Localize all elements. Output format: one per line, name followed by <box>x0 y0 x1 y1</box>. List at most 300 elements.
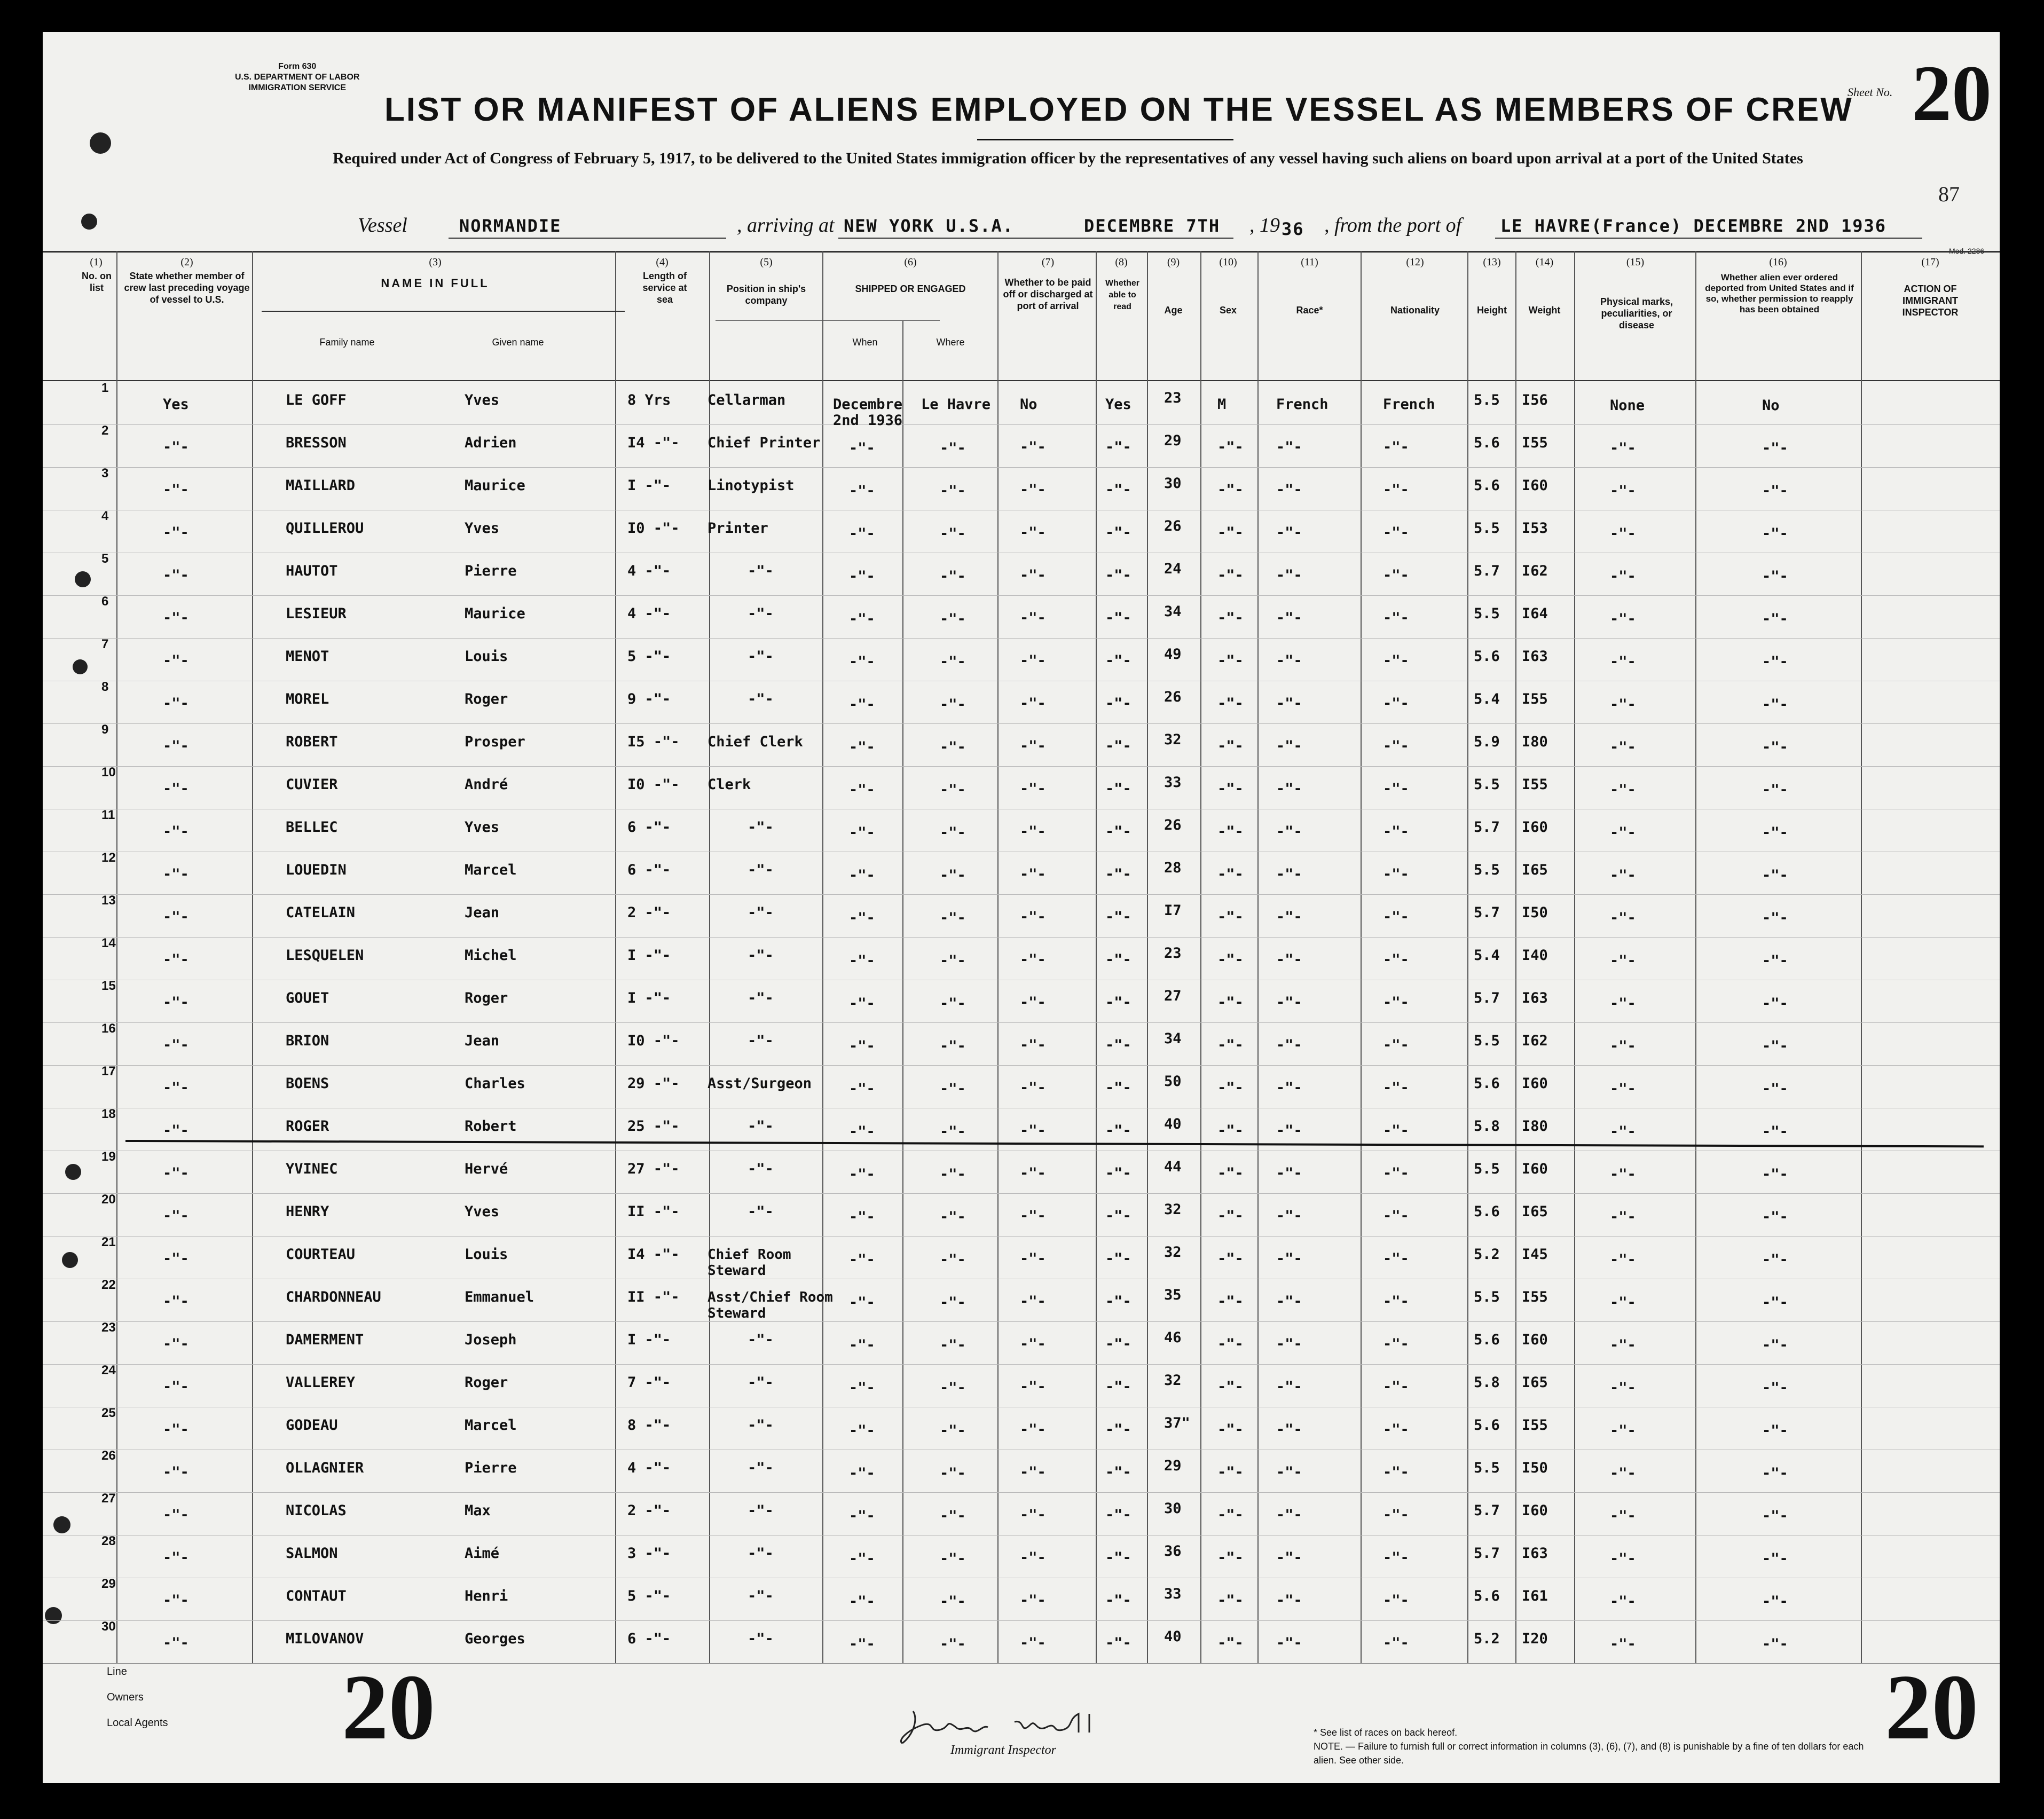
nationality-cell: -"- <box>1383 652 1409 669</box>
family-name-cell: CUVIER <box>286 776 338 793</box>
paid-off-cell: -"- <box>1020 951 1046 968</box>
service-length-cell: 29 -"- <box>627 1075 680 1092</box>
shipped-when-cell: -"- <box>849 1294 875 1311</box>
position-cell: -"- <box>748 1545 774 1562</box>
age-cell: 40 <box>1164 1628 1182 1645</box>
arrival-port: NEW YORK U.S.A. <box>844 216 1014 236</box>
service-length-cell: 8 Yrs <box>627 392 671 408</box>
physical-marks-cell: -"- <box>1610 782 1636 798</box>
height-cell: 5.6 <box>1474 1417 1500 1434</box>
physical-marks-cell: -"- <box>1610 1465 1636 1482</box>
deported-cell: -"- <box>1762 440 1788 456</box>
race-cell: -"- <box>1276 1421 1302 1438</box>
height-cell: 5.6 <box>1474 477 1500 494</box>
nationality-cell: -"- <box>1383 1464 1409 1481</box>
deported-cell: -"- <box>1762 611 1788 627</box>
prior-voyage-cell: -"- <box>163 567 189 584</box>
paid-off-cell: -"- <box>1020 1122 1046 1139</box>
service-length-cell: 4 -"- <box>627 1460 671 1476</box>
prior-voyage-cell: Yes <box>163 396 189 413</box>
weight-cell: I40 <box>1522 947 1548 964</box>
shipped-when-cell: -"- <box>849 867 875 884</box>
row-rule <box>43 424 2000 425</box>
given-name-cell: Yves <box>465 1203 500 1220</box>
shipped-when-cell: -"- <box>849 995 875 1012</box>
line-number: 22 <box>101 1278 116 1292</box>
age-cell: 27 <box>1164 988 1182 1004</box>
sex-cell: -"- <box>1217 1592 1244 1609</box>
shipped-when-cell: -"- <box>849 910 875 926</box>
shipped-when-cell: -"- <box>849 1636 875 1652</box>
row-rule <box>43 1022 2000 1023</box>
age-cell: 29 <box>1164 1458 1182 1474</box>
weight-cell: I55 <box>1522 1289 1548 1305</box>
weight-cell: I60 <box>1522 1161 1548 1177</box>
deported-cell: -"- <box>1762 1593 1788 1610</box>
weight-cell: I45 <box>1522 1246 1548 1263</box>
col12-header: Nationality <box>1390 305 1440 316</box>
paid-off-cell: -"- <box>1020 610 1046 626</box>
able-to-read-cell: -"- <box>1105 1379 1131 1395</box>
height-cell: 5.6 <box>1474 1203 1500 1220</box>
weight-cell: I65 <box>1522 1203 1548 1220</box>
family-name-cell: MILOVANOV <box>286 1631 364 1647</box>
col-divider <box>1147 251 1148 1663</box>
shipped-where-cell: -"- <box>940 910 966 926</box>
col4-header: Length of service at sea <box>642 271 687 305</box>
col-divider <box>1467 251 1468 1663</box>
prior-voyage-cell: -"- <box>163 1336 189 1352</box>
prior-voyage-cell: -"- <box>163 1037 189 1053</box>
age-cell: 36 <box>1164 1543 1182 1560</box>
col13-num: (13) <box>1483 256 1501 268</box>
given-name-cell: André <box>465 776 508 793</box>
family-name-cell: CHARDONNEAU <box>286 1289 381 1305</box>
row-rule <box>43 1193 2000 1194</box>
sex-cell: -"- <box>1217 781 1244 797</box>
shipped-where-cell: -"- <box>940 611 966 627</box>
service-length-cell: 25 -"- <box>627 1118 680 1135</box>
shipped-where-cell: -"- <box>940 1081 966 1097</box>
sex-cell: -"- <box>1217 951 1244 968</box>
given-name-cell: Yves <box>465 819 500 836</box>
able-to-read-cell: -"- <box>1105 909 1131 925</box>
position-cell: -"- <box>748 1460 774 1476</box>
row-rule <box>43 723 2000 724</box>
race-cell: -"- <box>1276 1336 1302 1352</box>
race-cell: -"- <box>1276 1464 1302 1481</box>
race-cell: -"- <box>1276 524 1302 541</box>
weight-cell: I65 <box>1522 1374 1548 1391</box>
physical-marks-cell: -"- <box>1610 483 1636 499</box>
service: IMMIGRATION SERVICE <box>248 83 346 92</box>
able-to-read-cell: -"- <box>1105 951 1131 968</box>
nationality-cell: -"- <box>1383 695 1409 712</box>
shipped-when-cell: -"- <box>849 1508 875 1524</box>
physical-marks-cell: -"- <box>1610 611 1636 627</box>
deported-cell: -"- <box>1762 1550 1788 1567</box>
sex-cell: -"- <box>1217 1208 1244 1224</box>
deported-cell: -"- <box>1762 1294 1788 1311</box>
col10-header: Sex <box>1219 305 1237 316</box>
given-name-cell: Pierre <box>465 563 517 579</box>
race-cell: -"- <box>1276 1122 1302 1139</box>
position-cell: -"- <box>748 605 774 622</box>
line-label: Line <box>107 1666 127 1678</box>
family-name-cell: LE GOFF <box>286 392 347 408</box>
sex-cell: -"- <box>1217 909 1244 925</box>
col2-header: State whether member of crew last preceding voyage of vessel to U.S. <box>124 271 250 305</box>
age-cell: 34 <box>1164 603 1182 620</box>
row-rule <box>43 1065 2000 1066</box>
family-name-cell: CATELAIN <box>286 904 356 921</box>
line-number: 15 <box>101 979 116 993</box>
able-to-read-cell: -"- <box>1105 866 1131 883</box>
sex-cell: -"- <box>1217 1165 1244 1182</box>
able-to-read-cell: -"- <box>1105 994 1131 1011</box>
sex-cell: -"- <box>1217 652 1244 669</box>
sex-cell: -"- <box>1217 1293 1244 1310</box>
line-number: 26 <box>101 1448 116 1463</box>
race-cell: -"- <box>1276 1507 1302 1523</box>
shipped-when-cell: -"- <box>849 525 875 542</box>
prior-voyage-cell: -"- <box>163 1208 189 1224</box>
family-name-cell: ROBERT <box>286 734 338 750</box>
col2-num: (2) <box>180 256 193 268</box>
nationality-cell: -"- <box>1383 1250 1409 1267</box>
row-rule <box>43 1492 2000 1493</box>
position-cell: -"- <box>748 904 774 921</box>
age-cell: 35 <box>1164 1287 1182 1303</box>
col-divider <box>1515 251 1516 1663</box>
name-sub-rule <box>262 311 625 312</box>
race-cell: -"- <box>1276 1549 1302 1566</box>
line-number: 20 <box>101 1192 116 1207</box>
nationality-cell: -"- <box>1383 951 1409 968</box>
position-cell: -"- <box>748 1161 774 1177</box>
nationality-cell: -"- <box>1383 1165 1409 1182</box>
shipped-where-cell: -"- <box>940 952 966 969</box>
page-number: 87 <box>1938 182 1960 206</box>
able-to-read-cell: -"- <box>1105 781 1131 797</box>
prior-voyage-cell: -"- <box>163 1293 189 1310</box>
position-cell: Printer <box>707 520 768 537</box>
col15-header: Physical marks, peculiarities, or disease <box>1600 296 1673 330</box>
row-rule <box>43 1663 2000 1664</box>
sex-cell: -"- <box>1217 1635 1244 1651</box>
agents-label: Local Agents <box>107 1717 168 1729</box>
shipped-when-cell: Decembre 2nd 1936 <box>833 396 903 429</box>
able-to-read-cell: -"- <box>1105 1336 1131 1352</box>
vessel-name: NORMANDIE <box>459 216 562 236</box>
able-to-read-cell: Yes <box>1105 396 1131 413</box>
line-number: 1 <box>101 381 109 395</box>
family-name-cell: HENRY <box>286 1203 329 1220</box>
height-cell: 5.5 <box>1474 520 1500 537</box>
shipped-when-cell: -"- <box>849 653 875 670</box>
shipped-where-cell: -"- <box>940 1209 966 1225</box>
given-name-cell: Maurice <box>465 605 525 622</box>
weight-cell: I56 <box>1522 392 1548 408</box>
position-cell: Clerk <box>707 776 751 793</box>
position-cell: -"- <box>748 1588 774 1604</box>
row-rule <box>43 1321 2000 1322</box>
underline <box>449 238 726 239</box>
col16-num: (16) <box>1769 256 1787 268</box>
footer-sheet-number-left: 20 <box>342 1655 435 1759</box>
underline <box>1495 238 1922 239</box>
race-cell: -"- <box>1276 1037 1302 1053</box>
weight-cell: I80 <box>1522 734 1548 750</box>
form-number: Form 630 <box>278 62 317 71</box>
line-number: 28 <box>101 1534 116 1548</box>
height-cell: 5.5 <box>1474 1289 1500 1305</box>
col7-header: Whether to be paid off or discharged at port of arrival <box>1003 277 1093 311</box>
col3-num: (3) <box>429 256 442 268</box>
position-cell: -"- <box>748 819 774 836</box>
family-name-cell: MENOT <box>286 648 329 665</box>
family-name-cell: OLLAGNIER <box>286 1460 364 1476</box>
position-cell: -"- <box>748 563 774 579</box>
line-number: 27 <box>101 1491 116 1506</box>
weight-cell: I55 <box>1522 776 1548 793</box>
nationality-cell: -"- <box>1383 866 1409 883</box>
weight-cell: I65 <box>1522 862 1548 878</box>
shipped-where-cell: -"- <box>940 696 966 713</box>
nationality-cell: -"- <box>1383 567 1409 584</box>
nationality-cell: -"- <box>1383 1293 1409 1310</box>
height-cell: 5.7 <box>1474 904 1500 921</box>
family-name-cell: MAILLARD <box>286 477 356 494</box>
height-cell: 5.7 <box>1474 819 1500 836</box>
able-to-read-cell: -"- <box>1105 1507 1131 1523</box>
race-cell: -"- <box>1276 1592 1302 1609</box>
paid-off-cell: -"- <box>1020 1421 1046 1438</box>
race-cell: -"- <box>1276 909 1302 925</box>
prior-voyage-cell: -"- <box>163 1080 189 1096</box>
given-name-cell: Roger <box>465 1374 508 1391</box>
row-rule <box>43 937 2000 938</box>
service-length-cell: I -"- <box>627 477 671 494</box>
penalty-note: NOTE. — Failure to furnish full or correct information in columns (3), (6), (7), and (8) is punishable by a fine of ten dollars for each alien. See other side. <box>1314 1741 1864 1766</box>
race-cell: -"- <box>1276 1379 1302 1395</box>
paid-off-cell: -"- <box>1020 1250 1046 1267</box>
prior-voyage-cell: -"- <box>163 1592 189 1609</box>
given-name-cell: Maurice <box>465 477 525 494</box>
service-length-cell: I -"- <box>627 947 671 964</box>
race-note: * See list of races on back hereof. <box>1314 1727 1458 1738</box>
shipped-where-cell: -"- <box>940 995 966 1012</box>
deported-cell: -"- <box>1762 824 1788 841</box>
paid-off-cell: -"- <box>1020 695 1046 712</box>
family-name-cell: HAUTOT <box>286 563 338 579</box>
nationality-cell: -"- <box>1383 1122 1409 1139</box>
deported-cell: -"- <box>1762 782 1788 798</box>
family-name-cell: LOUEDIN <box>286 862 347 878</box>
shipped-where-cell: -"- <box>940 483 966 499</box>
service-length-cell: 4 -"- <box>627 605 671 622</box>
weight-cell: I60 <box>1522 819 1548 836</box>
col3-header: NAME IN FULL <box>381 277 490 290</box>
nationality-cell: -"- <box>1383 439 1409 455</box>
sex-cell: -"- <box>1217 1250 1244 1267</box>
position-cell: -"- <box>748 691 774 707</box>
shipped-where-cell: -"- <box>940 525 966 542</box>
sex-cell: -"- <box>1217 994 1244 1011</box>
sex-cell: -"- <box>1217 695 1244 712</box>
prior-voyage-cell: -"- <box>163 1635 189 1651</box>
given-name-cell: Michel <box>465 947 517 964</box>
arriving-label: , arriving at <box>737 214 835 237</box>
col8-header: Whether able to read <box>1105 279 1139 311</box>
position-cell: -"- <box>748 1332 774 1348</box>
shipped-where-cell: -"- <box>940 568 966 585</box>
race-cell: -"- <box>1276 1208 1302 1224</box>
service-length-cell: 5 -"- <box>627 1588 671 1604</box>
col8-num: (8) <box>1115 256 1128 268</box>
document-title: LIST OR MANIFEST OF ALIENS EMPLOYED ON THE VESSEL AS MEMBERS OF CREW <box>384 91 1853 128</box>
physical-marks-cell: -"- <box>1610 1166 1636 1183</box>
nationality-cell: -"- <box>1383 1635 1409 1651</box>
line-number: 19 <box>101 1149 116 1164</box>
height-cell: 5.6 <box>1474 1075 1500 1092</box>
deported-cell: -"- <box>1762 696 1788 713</box>
owners-label: Owners <box>107 1691 144 1703</box>
able-to-read-cell: -"- <box>1105 1464 1131 1481</box>
when-header: When <box>852 337 878 348</box>
deported-cell: -"- <box>1762 1038 1788 1054</box>
shipped-when-cell: -"- <box>849 1380 875 1396</box>
physical-marks-cell: -"- <box>1610 525 1636 542</box>
able-to-read-cell: -"- <box>1105 695 1131 712</box>
race-cell: -"- <box>1276 610 1302 626</box>
deported-cell: -"- <box>1762 739 1788 755</box>
physical-marks-cell: -"- <box>1610 824 1636 841</box>
col5-header: Position in ship's company <box>726 284 806 306</box>
title-rule <box>977 139 1233 140</box>
paid-off-cell: -"- <box>1020 1635 1046 1651</box>
physical-marks-cell: -"- <box>1610 910 1636 926</box>
manifest-sheet <box>43 32 2000 1783</box>
physical-marks-cell: -"- <box>1610 1550 1636 1567</box>
position-cell: Asst/Chief Room Steward <box>707 1289 833 1321</box>
col1-header: No. on list <box>82 271 112 293</box>
service-length-cell: 8 -"- <box>627 1417 671 1434</box>
paid-off-cell: -"- <box>1020 1507 1046 1523</box>
col-divider <box>997 251 999 1663</box>
age-cell: 50 <box>1164 1073 1182 1090</box>
col10-num: (10) <box>1219 256 1237 268</box>
given-name-cell: Yves <box>465 392 500 408</box>
col17-num: (17) <box>1921 256 1939 268</box>
age-cell: 28 <box>1164 860 1182 876</box>
shipped-when-cell: -"- <box>849 824 875 841</box>
sex-cell: -"- <box>1217 524 1244 541</box>
nationality-cell: French <box>1383 396 1435 413</box>
row-rule <box>43 595 2000 596</box>
paid-off-cell: -"- <box>1020 781 1046 797</box>
sex-cell: -"- <box>1217 1464 1244 1481</box>
paid-off-cell: -"- <box>1020 439 1046 455</box>
given-name-cell: Roger <box>465 691 508 707</box>
height-cell: 5.5 <box>1474 862 1500 878</box>
race-cell: -"- <box>1276 695 1302 712</box>
service-length-cell: I -"- <box>627 1332 671 1348</box>
shipped-when-cell: -"- <box>849 1209 875 1225</box>
given-name-cell: Pierre <box>465 1460 517 1476</box>
line-number: 21 <box>101 1235 116 1249</box>
sex-cell: -"- <box>1217 1421 1244 1438</box>
given-name-cell: Hervé <box>465 1161 508 1177</box>
race-cell: -"- <box>1276 994 1302 1011</box>
weight-cell: I60 <box>1522 477 1548 494</box>
age-cell: 37" <box>1164 1415 1190 1431</box>
line-number: 5 <box>101 552 109 566</box>
race-cell: -"- <box>1276 439 1302 455</box>
family-name-cell: YVINEC <box>286 1161 338 1177</box>
given-name-cell: Georges <box>465 1631 525 1647</box>
given-name-cell: Marcel <box>465 1417 517 1434</box>
weight-cell: I60 <box>1522 1502 1548 1519</box>
prior-voyage-cell: -"- <box>163 1165 189 1182</box>
weight-cell: I50 <box>1522 1460 1548 1476</box>
age-cell: 32 <box>1164 1201 1182 1218</box>
line-number: 9 <box>101 722 109 737</box>
able-to-read-cell: -"- <box>1105 1592 1131 1609</box>
physical-marks-cell: -"- <box>1610 1337 1636 1353</box>
deported-cell: No <box>1762 397 1780 414</box>
paid-off-cell: -"- <box>1020 1592 1046 1609</box>
family-name-cell: ROGER <box>286 1118 329 1135</box>
height-cell: 5.9 <box>1474 734 1500 750</box>
line-number: 25 <box>101 1406 116 1420</box>
col15-num: (15) <box>1626 256 1645 268</box>
sex-cell: -"- <box>1217 738 1244 754</box>
shipped-where-cell: -"- <box>940 1038 966 1054</box>
shipped-when-cell: -"- <box>849 1081 875 1097</box>
col5-num: (5) <box>760 256 773 268</box>
position-cell: -"- <box>748 1203 774 1220</box>
shipped-where-cell: -"- <box>940 1508 966 1524</box>
vessel-label: Vessel <box>358 214 407 237</box>
able-to-read-cell: -"- <box>1105 610 1131 626</box>
shipped-when-cell: -"- <box>849 1465 875 1482</box>
col11-header: Race* <box>1296 305 1323 316</box>
able-to-read-cell: -"- <box>1105 1549 1131 1566</box>
given-name-cell: Yves <box>465 520 500 537</box>
given-name-header: Given name <box>492 337 544 348</box>
family-name-cell: MOREL <box>286 691 329 707</box>
physical-marks-cell: -"- <box>1610 952 1636 969</box>
height-cell: 5.5 <box>1474 1161 1500 1177</box>
family-name-cell: GOUET <box>286 990 329 1006</box>
physical-marks-cell: -"- <box>1610 739 1636 755</box>
height-cell: 5.5 <box>1474 1460 1500 1476</box>
nationality-cell: -"- <box>1383 1592 1409 1609</box>
row-rule <box>43 1620 2000 1621</box>
given-name-cell: Prosper <box>465 734 525 750</box>
deported-cell: -"- <box>1762 1636 1788 1652</box>
age-cell: 34 <box>1164 1030 1182 1047</box>
paid-off-cell: -"- <box>1020 1464 1046 1481</box>
service-length-cell: 3 -"- <box>627 1545 671 1562</box>
height-cell: 5.6 <box>1474 435 1500 451</box>
service-length-cell: 9 -"- <box>627 691 671 707</box>
position-cell: Cellarman <box>707 392 786 408</box>
age-cell: 23 <box>1164 390 1182 406</box>
shipped-where-cell: -"- <box>940 1337 966 1353</box>
race-cell: -"- <box>1276 1165 1302 1182</box>
